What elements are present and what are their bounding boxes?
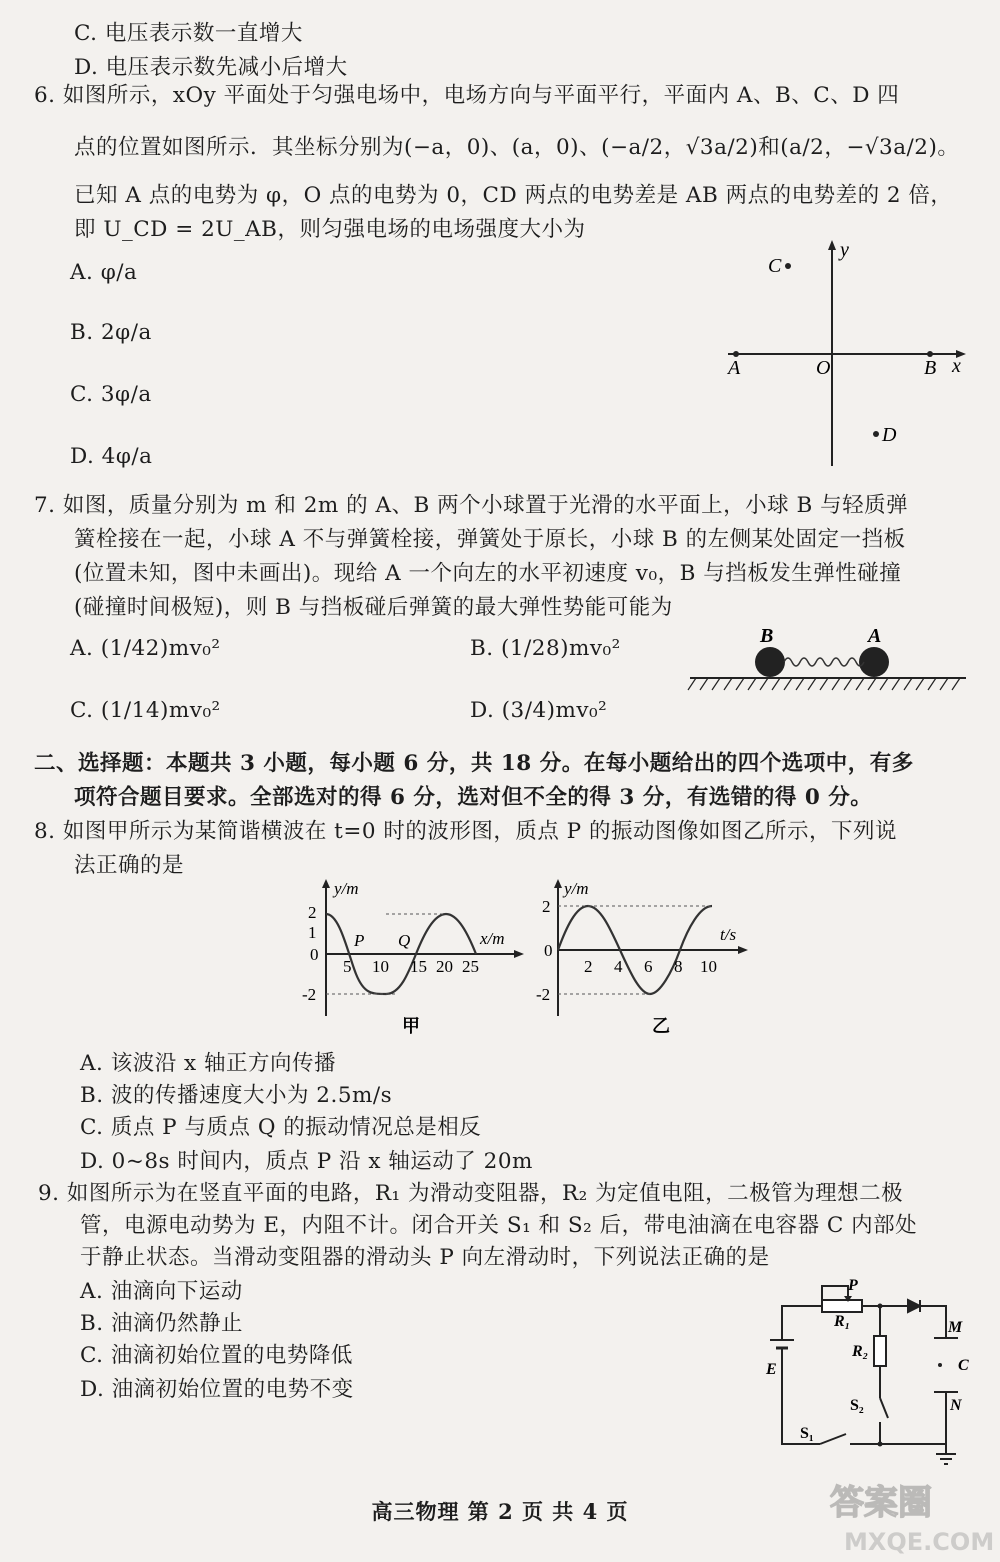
jia-tick-15: 15 [410, 957, 427, 976]
q8-line1: 8. 如图甲所示为某简谐横波在 t=0 时的波形图，质点 P 的振动图像如图乙所示，下列说 [34, 819, 897, 844]
point-c-label: C [768, 255, 782, 277]
switch-s1-label: S₁ [800, 1425, 814, 1442]
watermark-logo [820, 1470, 995, 1558]
ball-a-label: A [868, 625, 882, 647]
jia-tick-20: 20 [436, 957, 453, 976]
yi-xlabel: t/s [720, 925, 737, 944]
yi-tick-6: 6 [644, 957, 653, 976]
q7-option-a: A. (1/42)mv₀² [70, 636, 221, 661]
y-axis-label: y [840, 239, 849, 261]
jia-caption: 甲 [402, 1016, 420, 1036]
capacitor-n-label: N [950, 1397, 962, 1414]
q9-line2: 管，电源电动势为 E，内阻不计。闭合开关 S₁ 和 S₂ 后，带电油滴在电容器 C 内部处 [80, 1213, 918, 1238]
yi-y0-label: 0 [544, 941, 553, 960]
origin-label: O [816, 357, 831, 379]
switch-s2-label: S₂ [850, 1397, 864, 1414]
q7-line1: 7. 如图，质量分别为 m 和 2m 的 A、B 两个小球置于光滑的水平面上，小球 B 与轻质弹 [34, 493, 909, 518]
q7-line3: (位置未知，图中未画出)。现给 A 一个向左的水平初速度 v₀，B 与挡板发生弹性碰撞 [74, 561, 902, 586]
option-c: C. 电压表示数一直增大 [74, 21, 303, 46]
jia-y0-label: 0 [310, 945, 319, 964]
page-footer: 高三物理 第 2 页 共 4 页 [371, 1499, 629, 1524]
yi-tick-4: 4 [614, 957, 623, 976]
option-d: D. 电压表示数先减小后增大 [74, 55, 348, 80]
q9-option-b: B. 油滴仍然静止 [80, 1311, 243, 1336]
q7-option-c: C. (1/14)mv₀² [70, 698, 221, 723]
jia-tick-25: 25 [462, 957, 479, 976]
x-axis-label: x [952, 355, 961, 377]
capacitor-c-label: C [958, 1357, 969, 1374]
q8-option-c: C. 质点 P 与质点 Q 的振动情况总是相反 [80, 1115, 482, 1140]
yi-yn2-label: -2 [536, 985, 551, 1004]
q9-option-c: C. 油滴初始位置的电势降低 [80, 1343, 353, 1368]
jia-y2-label: 2 [308, 903, 317, 922]
point-d-label: D [882, 424, 897, 446]
yi-tick-8: 8 [674, 957, 683, 976]
q9-option-a: A. 油滴向下运动 [80, 1279, 243, 1304]
section2-line2: 项符合题目要求。全部选对的得 6 分，选对但不全的得 3 分，有选错的得 0 分。 [74, 785, 873, 810]
capacitor-m-label: M [948, 1319, 963, 1336]
q8-line2: 法正确的是 [74, 853, 185, 878]
jia-ylabel: y/m [334, 879, 359, 898]
jia-tick-10: 10 [372, 957, 389, 976]
q9-line3: 于静止状态。当滑动变阻器的滑动头 P 向左滑动时，下列说法正确的是 [80, 1245, 770, 1270]
ball-b-label: B [760, 625, 774, 647]
yi-caption: 乙 [652, 1016, 670, 1036]
q7-option-d: D. (3/4)mv₀² [470, 698, 608, 723]
q6-option-c: C. 3φ/a [70, 382, 152, 407]
slider-p-label: P [848, 1277, 858, 1294]
yi-ylabel: y/m [564, 879, 589, 898]
q7-line2: 簧栓接在一起，小球 A 不与弹簧栓接，弹簧处于原长，小球 B 的左侧某处固定一挡板 [74, 527, 906, 552]
jia-y1-label: 1 [308, 923, 317, 942]
yi-y2-label: 2 [542, 897, 551, 916]
q7-line4: (碰撞时间极短)，则 B 与挡板碰后弹簧的最大弹性势能可能为 [74, 595, 673, 620]
q6-line1: 6. 如图所示，xOy 平面处于匀强电场中，电场方向与平面平行，平面内 A、B、C、D 四 [34, 83, 900, 108]
q9-line1: 9. 如图所示为在竖直平面的电路，R₁ 为滑动变阻器，R₂ 为定值电阻，二极管为理想二极 [38, 1181, 904, 1206]
jia-tick-5: 5 [343, 957, 352, 976]
q8-option-a: A. 该波沿 x 轴正方向传播 [80, 1051, 336, 1076]
q8-wave-figure-jia [300, 876, 530, 1036]
q7-option-b: B. (1/28)mv₀² [470, 636, 621, 661]
q6-option-b: B. 2φ/a [70, 320, 152, 345]
battery-e-label: E [766, 1361, 777, 1378]
yi-tick-2: 2 [584, 957, 593, 976]
q7-spring-figure [684, 622, 974, 697]
q6-option-d: D. 4φ/a [70, 444, 153, 469]
q6-line2: 点的位置如图所示．其坐标分别为(−a，0)、(a，0)、(−a/2，√3a/2)和(a/2，−√3a/2)。 [74, 135, 960, 160]
r2-label: R₂ [852, 1343, 869, 1360]
jia-yn2-label: -2 [302, 985, 317, 1004]
q9-circuit-figure [760, 1274, 980, 1469]
q6-line4: 即 U_CD = 2U_AB，则匀强电场的电场强度大小为 [74, 217, 586, 242]
watermark-top: 答案圈 [830, 1483, 932, 1523]
watermark-bottom: MXQE.COM [844, 1528, 995, 1556]
section2-line1: 二、选择题：本题共 3 小题，每小题 6 分，共 18 分。在每小题给出的四个选项中，有多 [34, 751, 914, 776]
q6-line3: 已知 A 点的电势为 φ，O 点的电势为 0，CD 两点的电势差是 AB 两点的电势差的 2 倍， [74, 183, 953, 208]
yi-tick-10: 10 [700, 957, 717, 976]
q8-vibration-figure-yi [536, 876, 756, 1036]
q6-option-a: A. φ/a [70, 260, 138, 285]
q8-option-b: B. 波的传播速度大小为 2.5m/s [80, 1083, 393, 1108]
point-b-label: B [924, 357, 937, 379]
q8-option-d: D. 0~8s 时间内，质点 P 沿 x 轴运动了 20m [80, 1149, 533, 1174]
point-a-label: A [728, 357, 741, 379]
q6-coordinate-figure [720, 238, 970, 468]
jia-xlabel: x/m [480, 929, 505, 948]
q9-option-d: D. 油滴初始位置的电势不变 [80, 1377, 354, 1402]
r1-label: R₁ [834, 1313, 851, 1330]
point-q-label: Q [398, 931, 411, 950]
point-p-label: P [354, 931, 365, 950]
